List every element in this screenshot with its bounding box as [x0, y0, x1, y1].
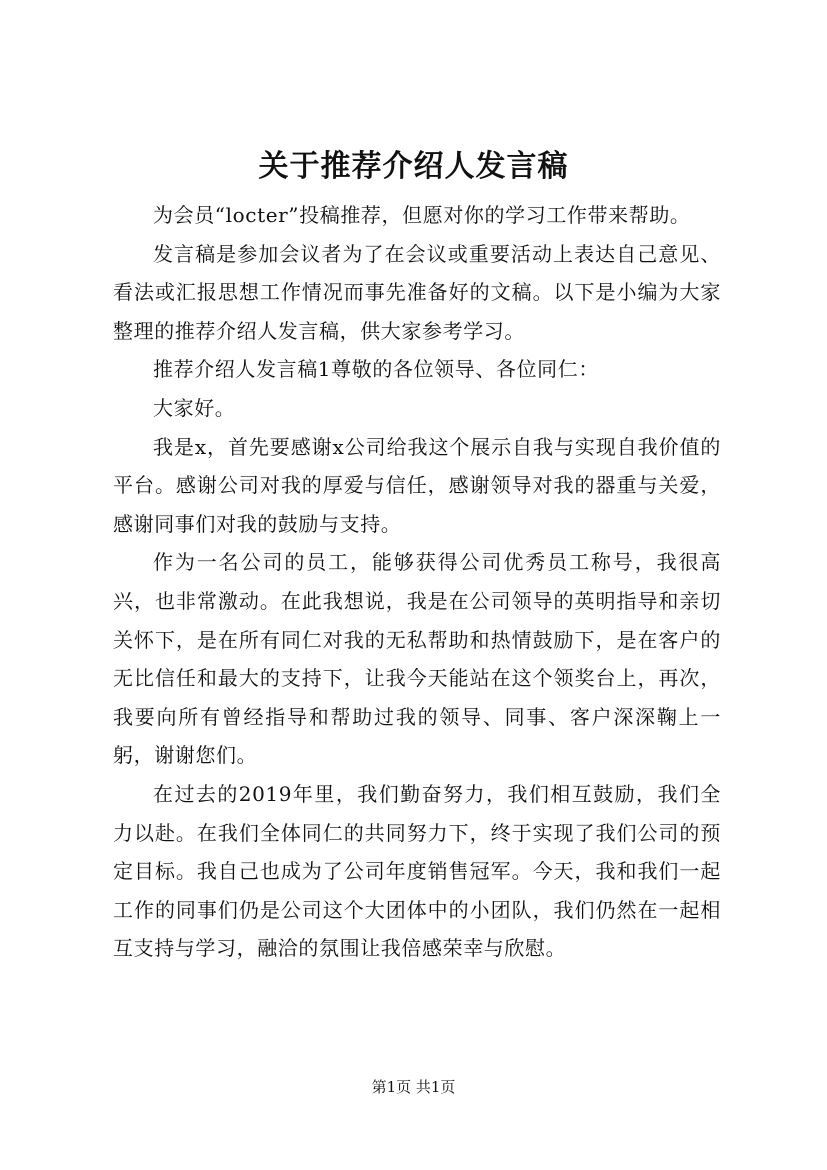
paragraph-thanks: 我是x，首先要感谢x公司给我这个展示自我与实现自我价值的平台。感谢公司对我的厚爱与信任，感谢领导对我的器重与关爱，感谢同事们对我的鼓励与支持。	[113, 434, 721, 536]
paragraph-past-year: 在过去的2019年里，我们勤奋努力，我们相互鼓励，我们全力以赴。在我们全体同仁的共同努力下，终于实现了我们公司的预定目标。我自己也成为了公司年度销售冠军。今天，我和我们一起工作的同事们仍是公司这个大团体中的小团队，我们仍然在一起相互支持与学习，融洽的氛围让我倍感荣幸与欣慰。	[113, 781, 721, 961]
document-body	[113, 196, 721, 968]
document-title: 关于推荐介绍人发言稿	[258, 149, 569, 184]
paragraph-award: 作为一名公司的员工，能够获得公司优秀员工称号，我很高兴，也非常激动。在此我想说，我是在公司领导的英明指导和亲切关怀下，是在所有同仁对我的无私帮助和热情鼓励下，是在客户的无比信任和最大的支持下，让我今天能站在这个领奖台上，再次，我要向所有曾经指导和帮助过我的领导、同事、客户深深鞠上一躬，谢谢您们。	[113, 550, 721, 768]
page-footer: 第1页 共1页	[371, 1078, 456, 1096]
paragraph-greeting: 大家好。	[153, 395, 236, 420]
paragraph-salutation: 推荐介绍人发言稿1尊敬的各位领导、各位同仁：	[153, 357, 599, 382]
paragraph-intro: 为会员“locter”投稿推荐，但愿对你的学习工作带来帮助。	[153, 203, 691, 227]
paragraph-definition: 发言稿是参加会议者为了在会议或重要活动上表达自己意见、看法或汇报思想工作情况而事先准备好的文稿。以下是小编为大家整理的推荐介绍人发言稿，供大家参考学习。	[113, 241, 721, 343]
